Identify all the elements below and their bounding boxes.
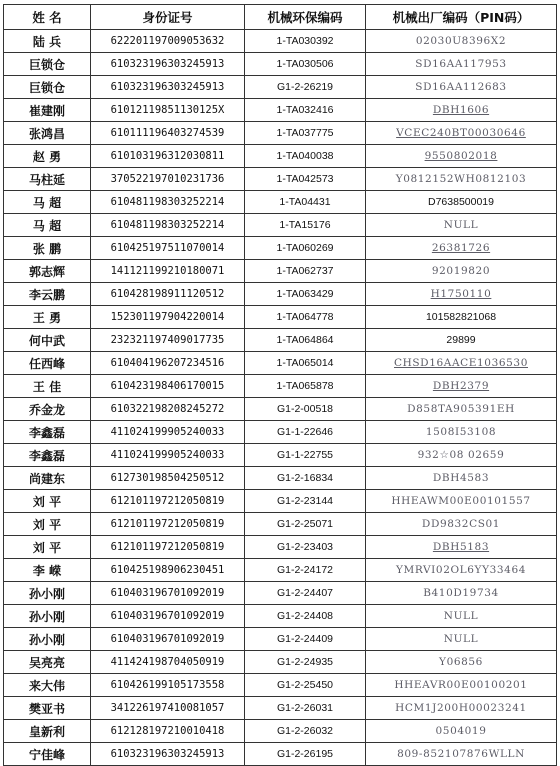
env-code-cell: G1-2-00518	[245, 398, 366, 421]
id-number-cell: 612101197212050819	[91, 536, 245, 559]
id-number-cell: 610323196303245913	[91, 76, 245, 99]
name-cell: 李鑫磊	[4, 421, 91, 444]
pin-code-text: YMRVI02OL6YY33464	[395, 564, 527, 576]
id-number-cell: 610403196701092019	[91, 582, 245, 605]
table-row	[4, 674, 557, 697]
pin-code-cell	[366, 674, 557, 697]
pin-code-cell	[366, 605, 557, 628]
pin-code-cell	[366, 352, 557, 375]
table-row	[4, 99, 557, 122]
env-code-cell: 1-TA064778	[245, 306, 366, 329]
table-row	[4, 168, 557, 191]
pin-code-text: 932☆08 02659	[417, 449, 505, 461]
table-row	[4, 122, 557, 145]
env-code-cell: G1-2-25450	[245, 674, 366, 697]
name-cell: 何中武	[4, 329, 91, 352]
env-code-cell: G1-2-24172	[245, 559, 366, 582]
env-code-cell: 1-TA060269	[245, 237, 366, 260]
table-row	[4, 145, 557, 168]
name-cell: 巨锁仓	[4, 76, 91, 99]
pin-code-cell	[366, 76, 557, 99]
table-row	[4, 582, 557, 605]
env-code-cell: G1-1-22646	[245, 421, 366, 444]
pin-code-cell	[366, 697, 557, 720]
pin-code-cell	[366, 283, 557, 306]
env-code-cell: G1-1-22755	[245, 444, 366, 467]
id-number-cell: 610425198906230451	[91, 559, 245, 582]
id-number-cell: 610404196207234516	[91, 352, 245, 375]
pin-code-cell	[366, 53, 557, 76]
id-number-cell: 61012119851130125X	[91, 99, 245, 122]
pin-code-cell	[366, 536, 557, 559]
pin-code-cell	[366, 306, 557, 329]
pin-code-text: CHSD16AACE1036530	[394, 357, 528, 369]
env-code-cell: 1-TA032416	[245, 99, 366, 122]
id-number-cell: 152301197904220014	[91, 306, 245, 329]
id-number-cell: 610111196403274539	[91, 122, 245, 145]
env-code-cell: G1-2-23144	[245, 490, 366, 513]
pin-code-text: HCM1J200H00023241	[395, 702, 527, 714]
pin-code-cell	[366, 398, 557, 421]
pin-code-text: 9550802018	[424, 150, 498, 162]
pin-code-cell	[366, 421, 557, 444]
table-body	[4, 30, 557, 766]
name-cell: 宁佳峰	[4, 743, 91, 766]
id-number-cell: 612101197212050819	[91, 490, 245, 513]
name-cell: 赵 勇	[4, 145, 91, 168]
env-code-cell: 1-TA030506	[245, 53, 366, 76]
id-number-cell: 411024199905240033	[91, 444, 245, 467]
id-number-cell: 610423198406170015	[91, 375, 245, 398]
pin-code-cell	[366, 743, 557, 766]
id-number-cell: 610322198208245272	[91, 398, 245, 421]
env-code-cell: 1-TA065014	[245, 352, 366, 375]
table-row	[4, 237, 557, 260]
pin-code-cell	[366, 329, 557, 352]
table-row	[4, 191, 557, 214]
pin-code-cell	[366, 651, 557, 674]
id-number-cell: 610428198911120512	[91, 283, 245, 306]
id-number-cell: 610323196303245913	[91, 743, 245, 766]
table-row	[4, 628, 557, 651]
env-code-cell: G1-2-26219	[245, 76, 366, 99]
pin-code-text: D858TA905391EH	[407, 403, 515, 415]
name-cell: 樊亚书	[4, 697, 91, 720]
pin-code-cell	[366, 559, 557, 582]
id-number-cell: 610403196701092019	[91, 628, 245, 651]
id-number-cell: 610481198303252214	[91, 214, 245, 237]
id-number-cell: 610103196312030811	[91, 145, 245, 168]
pin-code-text: HHEAWM00E00101557	[391, 495, 531, 507]
id-number-cell: 610403196701092019	[91, 605, 245, 628]
table-row	[4, 76, 557, 99]
id-number-cell: 370522197010231736	[91, 168, 245, 191]
table-row	[4, 513, 557, 536]
table-row	[4, 697, 557, 720]
name-cell: 李 嵘	[4, 559, 91, 582]
name-cell: 李鑫磊	[4, 444, 91, 467]
pin-code-text: NULL	[443, 633, 479, 645]
env-code-cell: 1-TA042573	[245, 168, 366, 191]
table-row	[4, 467, 557, 490]
name-cell: 马柱延	[4, 168, 91, 191]
env-code-cell: 1-TA064864	[245, 329, 366, 352]
table-row	[4, 490, 557, 513]
name-cell: 任西峰	[4, 352, 91, 375]
pin-code-text: D7638500019	[428, 196, 494, 208]
pin-code-text: VCEC240BT00030646	[396, 127, 526, 139]
name-cell: 张鸿昌	[4, 122, 91, 145]
id-number-cell: 141121199210180071	[91, 260, 245, 283]
pin-code-cell	[366, 145, 557, 168]
pin-code-cell	[366, 191, 557, 214]
table-row	[4, 651, 557, 674]
id-number-cell: 610425197511070014	[91, 237, 245, 260]
env-code-cell: 1-TA15176	[245, 214, 366, 237]
name-cell: 崔建刚	[4, 99, 91, 122]
pin-code-cell	[366, 122, 557, 145]
name-cell: 王 佳	[4, 375, 91, 398]
name-cell: 乔金龙	[4, 398, 91, 421]
table-row	[4, 375, 557, 398]
pin-code-text: Y0812152WH0812103	[395, 173, 527, 185]
pin-code-text: 26381726	[431, 242, 491, 254]
name-cell: 孙小刚	[4, 582, 91, 605]
pin-code-cell	[366, 467, 557, 490]
header-pin-code: 机械出厂编码（PIN码）	[366, 5, 557, 30]
env-code-cell: G1-2-23403	[245, 536, 366, 559]
table-row	[4, 214, 557, 237]
pin-code-cell	[366, 720, 557, 743]
name-cell: 吴亮亮	[4, 651, 91, 674]
id-number-cell: 622201197009053632	[91, 30, 245, 53]
name-cell: 陆 兵	[4, 30, 91, 53]
env-code-cell: G1-2-24408	[245, 605, 366, 628]
pin-code-text: 92019820	[431, 265, 491, 277]
id-number-cell: 232321197409017735	[91, 329, 245, 352]
env-code-cell: G1-2-25071	[245, 513, 366, 536]
env-code-cell: G1-2-26032	[245, 720, 366, 743]
table-row	[4, 720, 557, 743]
pin-code-text: B410D19734	[423, 587, 499, 599]
id-number-cell: 341226197410081057	[91, 697, 245, 720]
env-code-cell: 1-TA040038	[245, 145, 366, 168]
pin-code-cell	[366, 168, 557, 191]
pin-code-cell	[366, 214, 557, 237]
env-code-cell: G1-2-24409	[245, 628, 366, 651]
pin-code-text: NULL	[443, 219, 479, 231]
env-code-cell: 1-TA037775	[245, 122, 366, 145]
env-code-cell: 1-TA062737	[245, 260, 366, 283]
table-row	[4, 421, 557, 444]
name-cell: 马 超	[4, 191, 91, 214]
env-code-cell: 1-TA065878	[245, 375, 366, 398]
pin-code-text: DBH1606	[432, 104, 490, 116]
id-number-cell: 610426199105173558	[91, 674, 245, 697]
table-row	[4, 329, 557, 352]
pin-code-cell	[366, 375, 557, 398]
pin-code-text: HHEAVR00E00100201	[394, 679, 528, 691]
id-number-cell: 612101197212050819	[91, 513, 245, 536]
name-cell: 皇新利	[4, 720, 91, 743]
table-row	[4, 30, 557, 53]
pin-code-cell	[366, 260, 557, 283]
name-cell: 郭志辉	[4, 260, 91, 283]
table-row	[4, 743, 557, 766]
pin-code-cell	[366, 30, 557, 53]
machinery-registry-table	[3, 4, 557, 766]
pin-code-cell	[366, 237, 557, 260]
pin-code-text: 0504019	[435, 725, 487, 737]
pin-code-text: 101582821068	[425, 311, 497, 323]
env-code-cell: G1-2-16834	[245, 467, 366, 490]
pin-code-text: 809-852107876WLLN	[397, 748, 525, 760]
env-code-cell: 1-TA030392	[245, 30, 366, 53]
name-cell: 孙小刚	[4, 605, 91, 628]
name-cell: 尚建东	[4, 467, 91, 490]
pin-code-text: 02030U8396X2	[415, 35, 507, 47]
table-row	[4, 536, 557, 559]
env-code-cell: G1-2-26195	[245, 743, 366, 766]
pin-code-text: H1750110	[430, 288, 492, 300]
name-cell: 巨锁仓	[4, 53, 91, 76]
pin-code-text: SD16AA117953	[415, 58, 507, 70]
table-row	[4, 444, 557, 467]
name-cell: 张 鹏	[4, 237, 91, 260]
pin-code-cell	[366, 513, 557, 536]
env-code-cell: 1-TA063429	[245, 283, 366, 306]
table-row	[4, 352, 557, 375]
pin-code-text: Y06856	[439, 656, 483, 668]
name-cell: 来大伟	[4, 674, 91, 697]
name-cell: 李云鹏	[4, 283, 91, 306]
pin-code-text: DBH4583	[432, 472, 490, 484]
table-row	[4, 605, 557, 628]
id-number-cell: 612730198504250512	[91, 467, 245, 490]
header-row	[4, 5, 557, 30]
name-cell: 刘 平	[4, 536, 91, 559]
name-cell: 马 超	[4, 214, 91, 237]
table-row	[4, 398, 557, 421]
id-number-cell: 610481198303252214	[91, 191, 245, 214]
table-row	[4, 53, 557, 76]
pin-code-text: 1508I53108	[425, 426, 497, 438]
header-env-code: 机械环保编码	[245, 5, 366, 30]
pin-code-text: DBH5183	[432, 541, 490, 553]
pin-code-cell	[366, 628, 557, 651]
name-cell: 孙小刚	[4, 628, 91, 651]
id-number-cell: 411424198704050919	[91, 651, 245, 674]
pin-code-text: SD16AA112683	[415, 81, 507, 93]
pin-code-text: DD9832CS01	[421, 518, 501, 530]
pin-code-text: NULL	[443, 610, 479, 622]
table-row	[4, 260, 557, 283]
pin-code-cell	[366, 582, 557, 605]
id-number-cell: 411024199905240033	[91, 421, 245, 444]
env-code-cell: 1-TA04431	[245, 191, 366, 214]
table-row	[4, 559, 557, 582]
env-code-cell: G1-2-24407	[245, 582, 366, 605]
pin-code-text: 29899	[446, 334, 476, 346]
env-code-cell: G1-2-24935	[245, 651, 366, 674]
id-number-cell: 612128197210010418	[91, 720, 245, 743]
name-cell: 刘 平	[4, 513, 91, 536]
pin-code-cell	[366, 490, 557, 513]
name-cell: 刘 平	[4, 490, 91, 513]
pin-code-cell	[366, 444, 557, 467]
header-id-number: 身份证号	[91, 5, 245, 30]
pin-code-cell	[366, 99, 557, 122]
name-cell: 王 勇	[4, 306, 91, 329]
env-code-cell: G1-2-26031	[245, 697, 366, 720]
table-row	[4, 283, 557, 306]
header-name: 姓 名	[4, 5, 91, 30]
pin-code-text: DBH2379	[432, 380, 490, 392]
table-row	[4, 306, 557, 329]
id-number-cell: 610323196303245913	[91, 53, 245, 76]
